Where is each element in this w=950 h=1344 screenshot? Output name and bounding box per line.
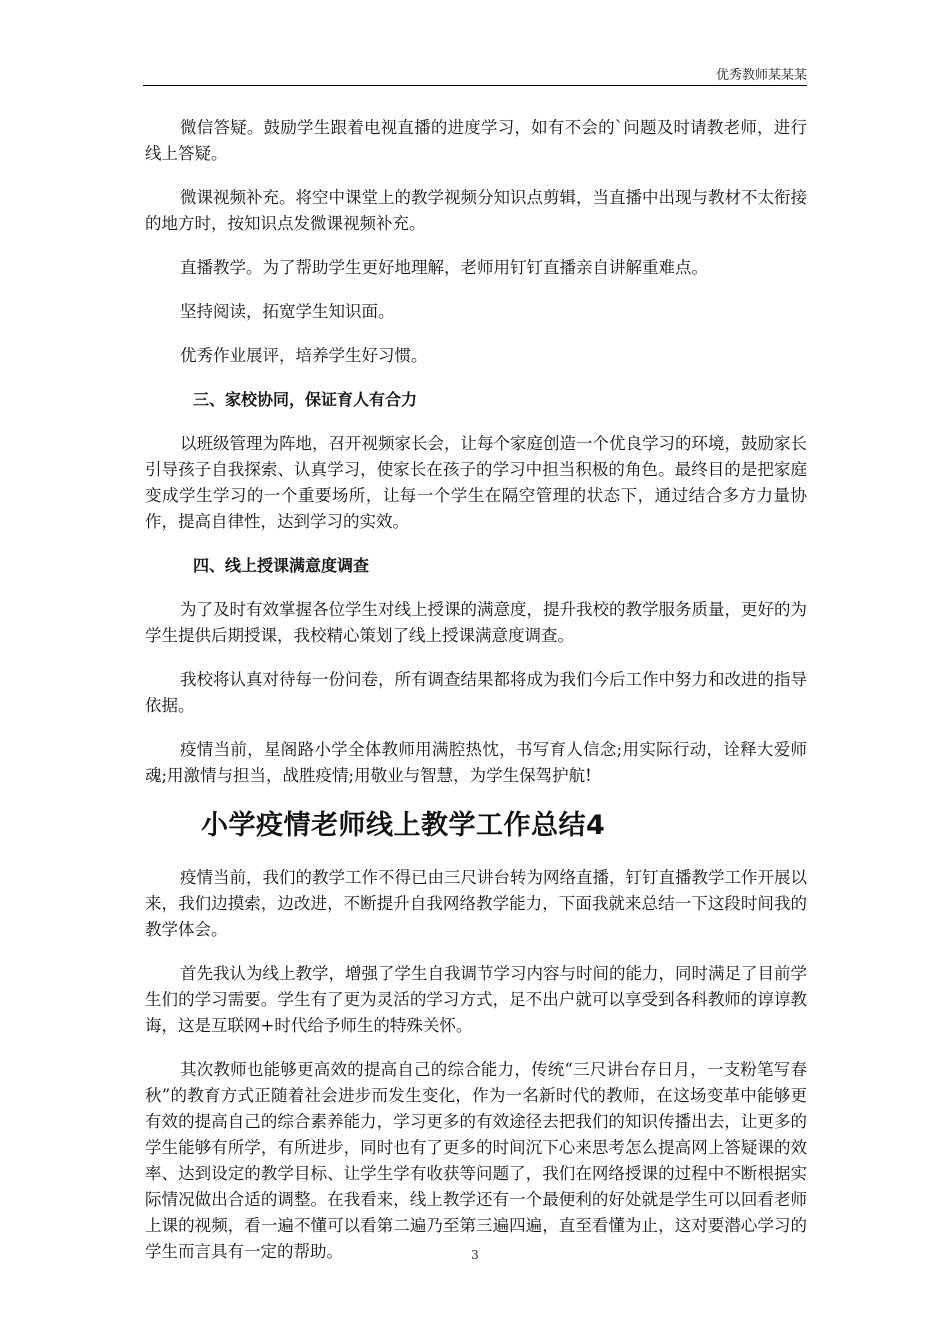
paragraph: 疫情当前，我们的教学工作不得已由三尺讲台转为网络直播，钉钉直播教学工作开展以来，我们边摸索，边改进，不断提升自我网络教学能力，下面我就来总结一下这段时间我的教学体会。 [145, 868, 807, 939]
paragraph: 我校将认真对待每一份问卷，所有调查结果都将成为我们今后工作中努力和改进的指导依据。 [145, 670, 807, 715]
paragraph: 微课视频补充。将空中课堂上的教学视频分知识点剪辑，当直播中出现与教材不太衔接的地方时，按知识点发微课视频补充。 [145, 188, 807, 233]
page-header: 优秀教师某某某 [715, 68, 807, 83]
paragraph: 为了及时有效掌握各位学生对线上授课的满意度，提升我校的教学服务质量，更好的为学生提供后期授课，我校精心策划了线上授课满意度调查。 [145, 600, 807, 645]
paragraph: 其次教师也能够更高效的提高自己的综合能力，传统“三尺讲台存日月，一支粉笔写春秋”的教育方式正随着社会进步而发生变化，作为一名新时代的教师，在这场变革中能够更有效的提高自己的综合素养能力，学习更多的有效途径去把我们的知识传播出去，让更多的学生能够有所学，有所进步，同时也有了更多的时间沉下心来思考怎么提高网上答疑课的效率、达到设定的教学目标、让学生学有收获等问题了，我们在网络授课的过程中不断根据实际情况做出合适的调整。在我看来，线上教学还有一个最便利的好处就是学生可以回看老师上课的视频，看一遍不懂可以看第二遍乃至第三遍四遍，直至看懂为止，这对要潜心学习的学生而言具有一定的帮助。 [145, 1060, 807, 1261]
paragraph: 疫情当前，星阁路小学全体教师用满腔热忱，书写育人信念;用实际行动，诠释大爱师魂;用激情与担当，战胜疫情;用敬业与智慧，为学生保驾护航! [145, 740, 807, 785]
paragraph: 微信答疑。鼓励学生跟着电视直播的进度学习，如有不会的`问题及时请教老师，进行线上答疑。 [145, 118, 807, 163]
paragraph: 直播教学。为了帮助学生更好地理解，老师用钉钉直播亲自讲解重难点。 [180, 258, 708, 277]
section-heading-3: 三、家校协同，保证育人有合力 [193, 390, 418, 409]
document-body [145, 115, 807, 1283]
page-number: 3 [471, 1248, 479, 1262]
section-heading-4: 四、线上授课满意度调查 [193, 556, 370, 575]
paragraph: 以班级管理为阵地，召开视频家长会，让每个家庭创造一个优良学习的环境，鼓励家长引导孩子自我探索、认真学习，使家长在孩子的学习中担当积极的角色。最终目的是把家庭变成学生学习的一个重要场所，让每一个学生在隔空管理的状态下，通过结合多方力量协作，提高自律性，达到学习的实效。 [145, 434, 807, 531]
section-title: 小学疫情老师线上教学工作总结4 [201, 810, 606, 841]
header-rule [143, 85, 807, 86]
paragraph: 坚持阅读，拓宽学生知识面。 [180, 302, 395, 321]
paragraph: 首先我认为线上教学，增强了学生自我调节学习内容与时间的能力，同时满足了目前学生们的学习需要。学生有了更为灵活的学习方式，足不出户就可以享受到各科教师的谆谆教诲，这是互联网+时代给予师生的特殊关怀。 [145, 964, 807, 1035]
paragraph: 优秀作业展评，培养学生好习惯。 [180, 346, 428, 365]
